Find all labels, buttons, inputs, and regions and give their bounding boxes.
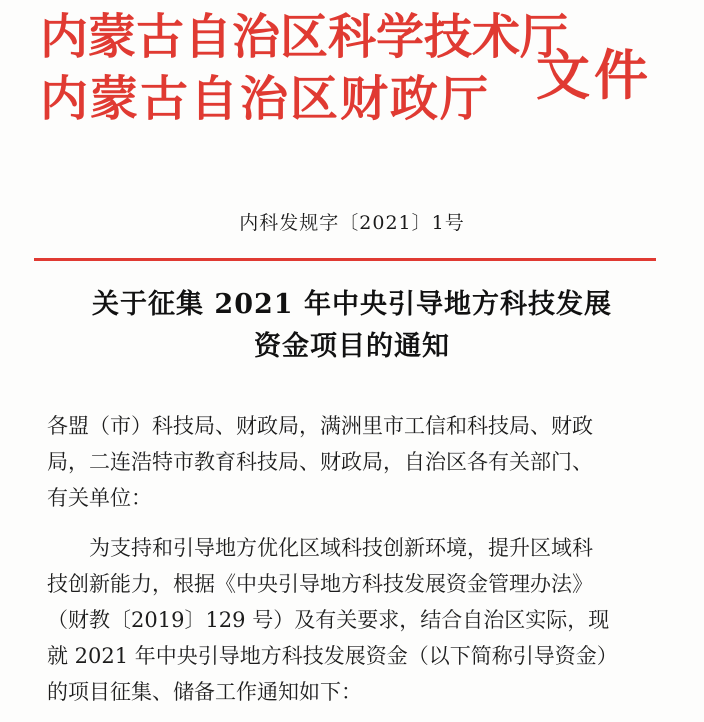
issuing-agency-science: 内蒙古自治区科学技术厅 (40, 9, 569, 65)
notice-title-line-2: 资金项目的通知 (254, 331, 450, 362)
paragraph-line: 的项目征集、储备工作通知如下： (47, 680, 362, 704)
issuing-agency-finance: 内蒙古自治区财政厅 (40, 71, 491, 127)
notice-title (0, 284, 704, 368)
body-paragraph (47, 530, 647, 710)
paragraph-line: （财教〔2019〕129 号）及有关要求，结合自治区实际，现 (47, 608, 610, 632)
notice-title-line-1: 关于征集 2021 年中央引导地方科技发展 (92, 289, 612, 320)
red-divider (34, 258, 656, 261)
recipients-line: 有关单位： (47, 486, 152, 510)
document-mark: 文件 (536, 44, 652, 107)
paragraph-line: 为支持和引导地方优化区域科技创新环境，提升区域科 (89, 536, 593, 560)
paragraph-line: 就 2021 年中央引导地方科技发展资金（以下简称引导资金） (47, 644, 618, 668)
recipients-block (47, 408, 647, 516)
document-header (0, 0, 704, 150)
document-number: 内科发规字〔2021〕1号 (239, 212, 465, 234)
paragraph-line: 技创新能力，根据《中央引导地方科技发展资金管理办法》 (47, 572, 593, 596)
recipients-line: 局，二连浩特市教育科技局、财政局，自治区各有关部门、 (47, 450, 593, 474)
recipients-line: 各盟（市）科技局、财政局，满洲里市工信和科技局、财政 (47, 414, 593, 438)
